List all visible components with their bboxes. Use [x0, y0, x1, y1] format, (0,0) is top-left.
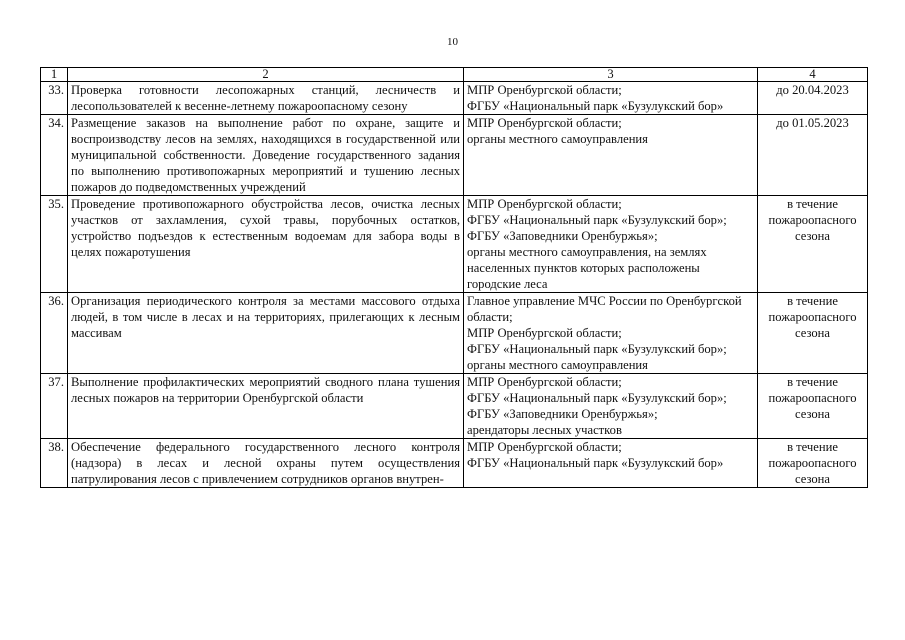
- deadline-cell: в течение пожароопасного сезона: [758, 374, 868, 439]
- row-number: 34.: [41, 115, 68, 196]
- task-cell: Обеспечение федерального государственного лесного контроля (надзора) в лесах и лесной охраны путем осуществления патрулирования лесов с привлечением сотрудников органов внутрен-: [68, 439, 464, 488]
- executor: арендаторы лесных участков: [467, 423, 622, 437]
- executor: ФГБУ «Национальный парк «Бузулукский бор»;: [467, 213, 727, 227]
- executor: ФГБУ «Национальный парк «Бузулукский бор»;: [467, 391, 727, 405]
- executor: органы местного самоуправления, на землях населенных пунктов которых расположены городские леса: [467, 245, 707, 291]
- executor: ФГБУ «Национальный парк «Бузулукский бор»: [467, 99, 724, 113]
- deadline-cell: в течение пожароопасного сезона: [758, 196, 868, 293]
- executors-cell: [464, 374, 758, 439]
- table-row: [41, 196, 868, 293]
- executor: органы местного самоуправления: [467, 358, 648, 372]
- executor: МПР Оренбургской области;: [467, 116, 622, 130]
- executor: МПР Оренбургской области;: [467, 83, 622, 97]
- row-number: 33.: [41, 82, 68, 115]
- row-number: 38.: [41, 439, 68, 488]
- executor: ФГБУ «Национальный парк «Бузулукский бор»;: [467, 342, 727, 356]
- deadline-cell: до 01.05.2023: [758, 115, 868, 196]
- deadline-cell: в течение пожароопасного сезона: [758, 293, 868, 374]
- task-cell: Организация периодического контроля за местами массового отдыха людей, в том числе в лесах и на территориях, прилегающих к лесным массивам: [68, 293, 464, 374]
- table-row: [41, 82, 868, 115]
- table-header-row: [41, 68, 868, 82]
- executor: органы местного самоуправления: [467, 132, 648, 146]
- executor: МПР Оренбургской области;: [467, 375, 622, 389]
- executor: ФГБУ «Заповедники Оренбуржья»;: [467, 407, 658, 421]
- executor: ФГБУ «Национальный парк «Бузулукский бор»: [467, 456, 724, 470]
- column-header: 4: [758, 68, 868, 82]
- column-header: 1: [41, 68, 68, 82]
- executor: ФГБУ «Заповедники Оренбуржья»;: [467, 229, 658, 243]
- deadline-cell: до 20.04.2023: [758, 82, 868, 115]
- table-row: [41, 439, 868, 488]
- task-cell: Размещение заказов на выполнение работ по охране, защите и воспроизводству лесов на землях, находящихся в государственной или муниципальной собственности. Доведение государственного задания по выполнению противопожарных мероприятий и тушению лесных пожаров до подведомственных учреждений: [68, 115, 464, 196]
- executor: МПР Оренбургской области;: [467, 440, 622, 454]
- row-number: 37.: [41, 374, 68, 439]
- executor: МПР Оренбургской области;: [467, 197, 622, 211]
- executors-cell: [464, 82, 758, 115]
- executor: МПР Оренбургской области;: [467, 326, 622, 340]
- table-row: [41, 293, 868, 374]
- executor: Главное управление МЧС России по Оренбургской области;: [467, 294, 742, 324]
- measures-table: [40, 67, 868, 488]
- task-cell: Проверка готовности лесопожарных станций, лесничеств и лесопользователей к весенне-летнему пожароопасному сезону: [68, 82, 464, 115]
- row-number: 36.: [41, 293, 68, 374]
- task-cell: Проведение противопожарного обустройства лесов, очистка лесных участков от захламления, сухой травы, порубочных остатков, устройство подъездов к естественным водоемам для забора воды в целях пожаротушения: [68, 196, 464, 293]
- deadline-cell: в течение пожароопасного сезона: [758, 439, 868, 488]
- column-header: 2: [68, 68, 464, 82]
- table-row: [41, 115, 868, 196]
- executors-cell: [464, 115, 758, 196]
- executors-cell: [464, 293, 758, 374]
- page-number: 10: [447, 36, 458, 48]
- task-cell: Выполнение профилактических мероприятий сводного плана тушения лесных пожаров на территории Оренбургской области: [68, 374, 464, 439]
- row-number: 35.: [41, 196, 68, 293]
- executors-cell: [464, 196, 758, 293]
- table-row: [41, 374, 868, 439]
- executors-cell: [464, 439, 758, 488]
- column-header: 3: [464, 68, 758, 82]
